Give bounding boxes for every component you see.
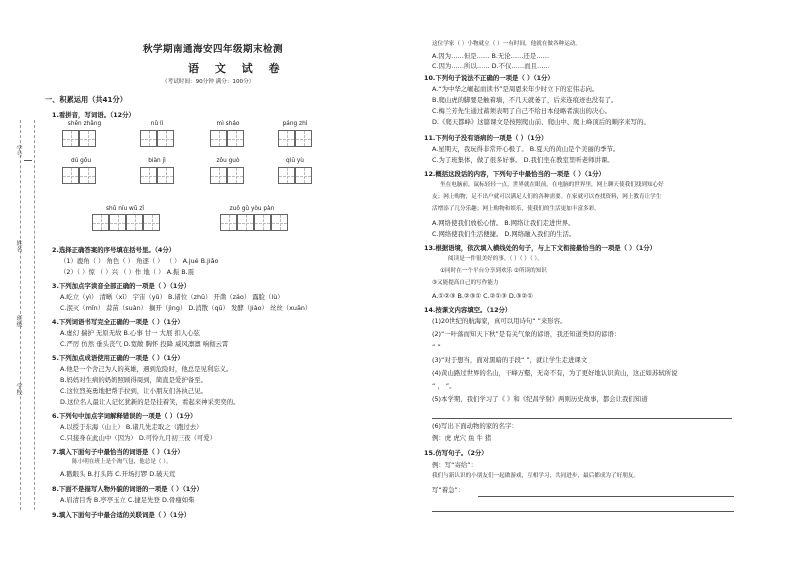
q7-question: 陈小明在班上是个淘气包，他总是（ ）。 <box>72 459 172 465</box>
q14-line-9: 例：虎 虎穴 鱼 牛 猪 <box>432 434 492 442</box>
q5-title: 5.下列加点成语使用正确的一项是（ ）（1分） <box>52 354 184 362</box>
q7-options: A.戳眼头 B.打头阵 C.开场打锣 D.破天荒 <box>60 470 176 478</box>
answer-grid-5[interactable] <box>62 167 96 184</box>
q5-option-a: A.他是一个舍己为人的英雄，遇到危险时，他总是见利忘义。 <box>60 365 233 373</box>
answer-grid-10[interactable] <box>220 214 288 231</box>
answer-grid-2[interactable] <box>140 130 174 147</box>
q12-option-ab: A.网络使我们放松心情。 B.网络让我们走进世界。 <box>432 219 575 227</box>
q14-line-5: (4)黄山路过世界的名山，干峰万壑，无奇不有，为了更好地认识黄山，这正如苏轼所说 <box>432 369 678 377</box>
q14-line-2: (2)“一叶落而知天下秋”是有关气象的谚语，我还知道类似的谚语： <box>432 330 621 338</box>
q13-title: 13.根据语境，依次填入横线处的句子，与上下文衔接最恰当的一项是（ ）（1分） <box>424 244 657 252</box>
q12-passage-2: 友；网上购物，足不出户就可以满足人们的各种需要。在家就可以查找资料，网上教育让学生 <box>432 194 662 200</box>
answer-grid-4[interactable] <box>278 130 312 147</box>
q8-title: 8.下面不是描写人物外貌的词语的一项是（ ）（1分） <box>52 485 203 493</box>
margin-label-name: 姓名 <box>15 240 22 252</box>
answer-grid-9[interactable] <box>92 214 160 231</box>
q2-line-1: （1）鹿角（ ） 角色（ ） 角逐（ ） （ ） A.jué B.jiǎo <box>60 257 219 265</box>
q10-option-d: D.《爬天都峰》这篇课文是按照爬山前、爬山中、爬上峰顶后的顺序来写的。 <box>432 118 650 126</box>
pinyin-6: biàn jì <box>148 158 166 164</box>
pinyin-8: qiū yù <box>286 158 304 164</box>
q6-option-cd: C.只接身在此山中（因为） D.可怜九月初三夜（可爱） <box>60 434 217 442</box>
q14-line-4: (3)“对于想当，面对黑暗的手段“ ”，就让学生走进课文 <box>432 356 588 364</box>
q15-line-3: 写“着急”： <box>432 486 465 494</box>
q14-line-1: (1)20世纪的航海家，真可以用诗句“ ”来形容。 <box>432 317 567 325</box>
margin-label-class: 班级 <box>15 315 22 327</box>
q10-option-b: B.爬山虎的脚要是触着墙，不几天就萎了，后来连痕迹也没有了。 <box>432 96 618 104</box>
exam-subtitle: 语 文 试 卷 <box>188 62 286 75</box>
q3-option-cd: C.泯灭（mǐn） 蒜苗（suàn） 搁开（jìng） D.消散（qū） 发酵（jiào） 丝丝（xuān） <box>60 304 312 312</box>
q9-question: 这位学家（ ）小物就立（ ）一有时间，他就在做各种运动。 <box>432 41 581 47</box>
pinyin-9: shǔ níu wǔ zǐ <box>106 206 144 212</box>
margin-blank <box>24 160 32 161</box>
q7-title: 7.填入下面句子中最恰当的词语是（ ）（1分） <box>52 448 184 456</box>
answer-grid-1[interactable] <box>62 130 96 147</box>
q14-title: 14.按课文内容填空。（12分） <box>424 306 512 314</box>
q14-line-7: (5)本学期，我们学习了《 》和《纪昌学射》两则历史故事，都会让我们知道 <box>432 395 648 403</box>
q15-answer-line-2[interactable] <box>432 511 734 512</box>
pinyin-10: zuǒ gǔ yòu pàn <box>229 206 275 212</box>
answer-grid-7[interactable] <box>210 167 244 184</box>
q13-options: A.①②③ B.②③① C.②①③ D.③②① <box>432 292 533 300</box>
q12-title: 12.概括这段话的内容，下列句子中最恰当的一项是（ ）（1分） <box>424 170 605 178</box>
q11-title: 11.下列句子没有语病的一项是（ ）（1分） <box>424 134 548 142</box>
q9-title: 9.填入下面句子中最合适的关联词是（ ）（1分） <box>52 511 191 519</box>
q13-question: 阅读是一件很美好的事，（ ）（ ）（ ）。 <box>448 256 543 262</box>
q6-option-ab: A.以授于东海（山上） B.诸几先走取之（跑过去） <box>60 423 203 431</box>
q1-title: 1.看拼音，写词语。（12分） <box>52 111 135 119</box>
q14-answer-line[interactable] <box>432 418 732 419</box>
exam-note: （考试时间：90分钟 满分：100分） <box>162 79 255 85</box>
pinyin-3: mì sháo <box>216 121 240 127</box>
margin-label-number: 学号 <box>15 145 22 157</box>
q12-passage-1: 坐在电脑前，鼠标轻轻一点，世界就在眼前。在电脑的世界里，网上聊天使我们找到知心好 <box>440 182 664 188</box>
q15-line-2: 我们与新认识的小朋友们一起做游戏，互相学习，共同进步，最后都成为了好朋友。 <box>432 473 639 479</box>
q15-answer-line-1[interactable] <box>478 496 734 497</box>
q5-option-c: C.这位烈英勇地把帮手拉到，让小朋友们各执己见。 <box>60 387 208 395</box>
binding-line <box>34 120 35 510</box>
q5-option-b: B.妈妈对生病的奶奶照顾得周到，简直是爱护备至。 <box>60 376 208 384</box>
q2-title: 2.选择正确答案的序号填在括号里。（4分） <box>52 246 176 254</box>
q3-option-ab: A.屹立（yì） 清晰（xī） 宇宙（yǔ） B.诸位（zhū） 开凿（záo） 露脸（lù） <box>60 293 284 301</box>
pinyin-4: páng zhì <box>282 121 308 127</box>
q9-option-ab: A.因为……但是…… B.无论……还是…… <box>432 52 549 60</box>
q15-title: 15.仿写句子。（2分） <box>424 449 488 457</box>
q5-option-d: D.这位名人最让人记忆犹新的是是挂着笑，看起来神采奕奕的。 <box>60 398 240 406</box>
q15-line-1: 例：写“寄给”： <box>432 461 477 469</box>
q14-line-6: “ ， ”。 <box>432 382 456 390</box>
answer-grid-6[interactable] <box>140 167 174 184</box>
q6-title: 6.下列句中加点字词解释错误的一项是（ ）（1分） <box>52 412 197 420</box>
pinyin-2: nǔ lì <box>150 121 164 127</box>
pinyin-7: zǒu guò <box>216 158 240 164</box>
answer-grid-8[interactable] <box>278 167 312 184</box>
answer-grid-3[interactable] <box>210 130 244 147</box>
q11-option-cd: C.为了班集体，做了很多好事。 D.我们坐在教室里听老师讲课。 <box>432 156 614 164</box>
q12-passage-3: 活增添了几分乐趣；网上购物和娱乐，使我们的生活更加丰富多彩。 <box>432 206 600 212</box>
q14-line-3: “ ” <box>432 343 441 351</box>
q4-title: 4.下列词语书写完全正确的一项是（ ）（1分） <box>52 318 184 326</box>
pinyin-1: shēn zhǎng <box>67 121 102 127</box>
q12-option-cd: C.网络使我们生活便捷。 D.网络融入我们的生活。 <box>432 230 576 238</box>
section-1-heading: 一、积累运用（共41分） <box>45 95 127 104</box>
exam-title: 秋学期南通海安四年级期末检测 <box>143 44 284 55</box>
q2-line-2: （2）（ ）惊 （ ）兴 （ ）作 地（ ） A.振 B.震 <box>60 268 195 276</box>
q11-option-ab: A.星期天，我玩得非常开心极了。 B.夏天的黄山是个美丽的季节。 <box>432 145 620 153</box>
q13-sentences: ①同时在一个平台分享到欢乐 ②所读的知识 <box>440 268 547 274</box>
margin-label-school: 学校 <box>15 383 22 395</box>
q9-option-cd: C.因为……所以…… D.不仅……而且…… <box>432 62 550 70</box>
q3-title: 3.下列加点字读音全部正确的一项是（ ）（1分） <box>52 282 191 290</box>
q10-title: 10.下列句子说法不正确的一项是（ ）（1分） <box>424 74 554 82</box>
q10-option-a: A.“为中华之崛起而读书”是周恩来年少时立下的宏伟志向。 <box>432 85 599 93</box>
pinyin-5: dú gōu <box>70 158 92 164</box>
q14-line-8: (6)写出下面动物的家的名字： <box>432 422 518 430</box>
q4-option-ab: A.虚幻 揣护 无原无故 B.心事 甘一 大展 扣人心弦 <box>60 329 200 337</box>
q10-option-c: C.梅兰芳先生通过蓄须表明了自己不给日本侵略者演出的决心。 <box>432 107 612 115</box>
q4-option-cd: C.严厉 仿然 垂头丧气 D.宽敞 胸怀 投降 威风凛凛 响彻云霄 <box>60 340 229 348</box>
q8-options: A.眉清目秀 B.亭亭玉立 C.捷足先登 D.骨瘦如柴 <box>60 496 195 504</box>
q13-sentences-2: ③又能提高自己的写作能力 <box>432 280 499 286</box>
